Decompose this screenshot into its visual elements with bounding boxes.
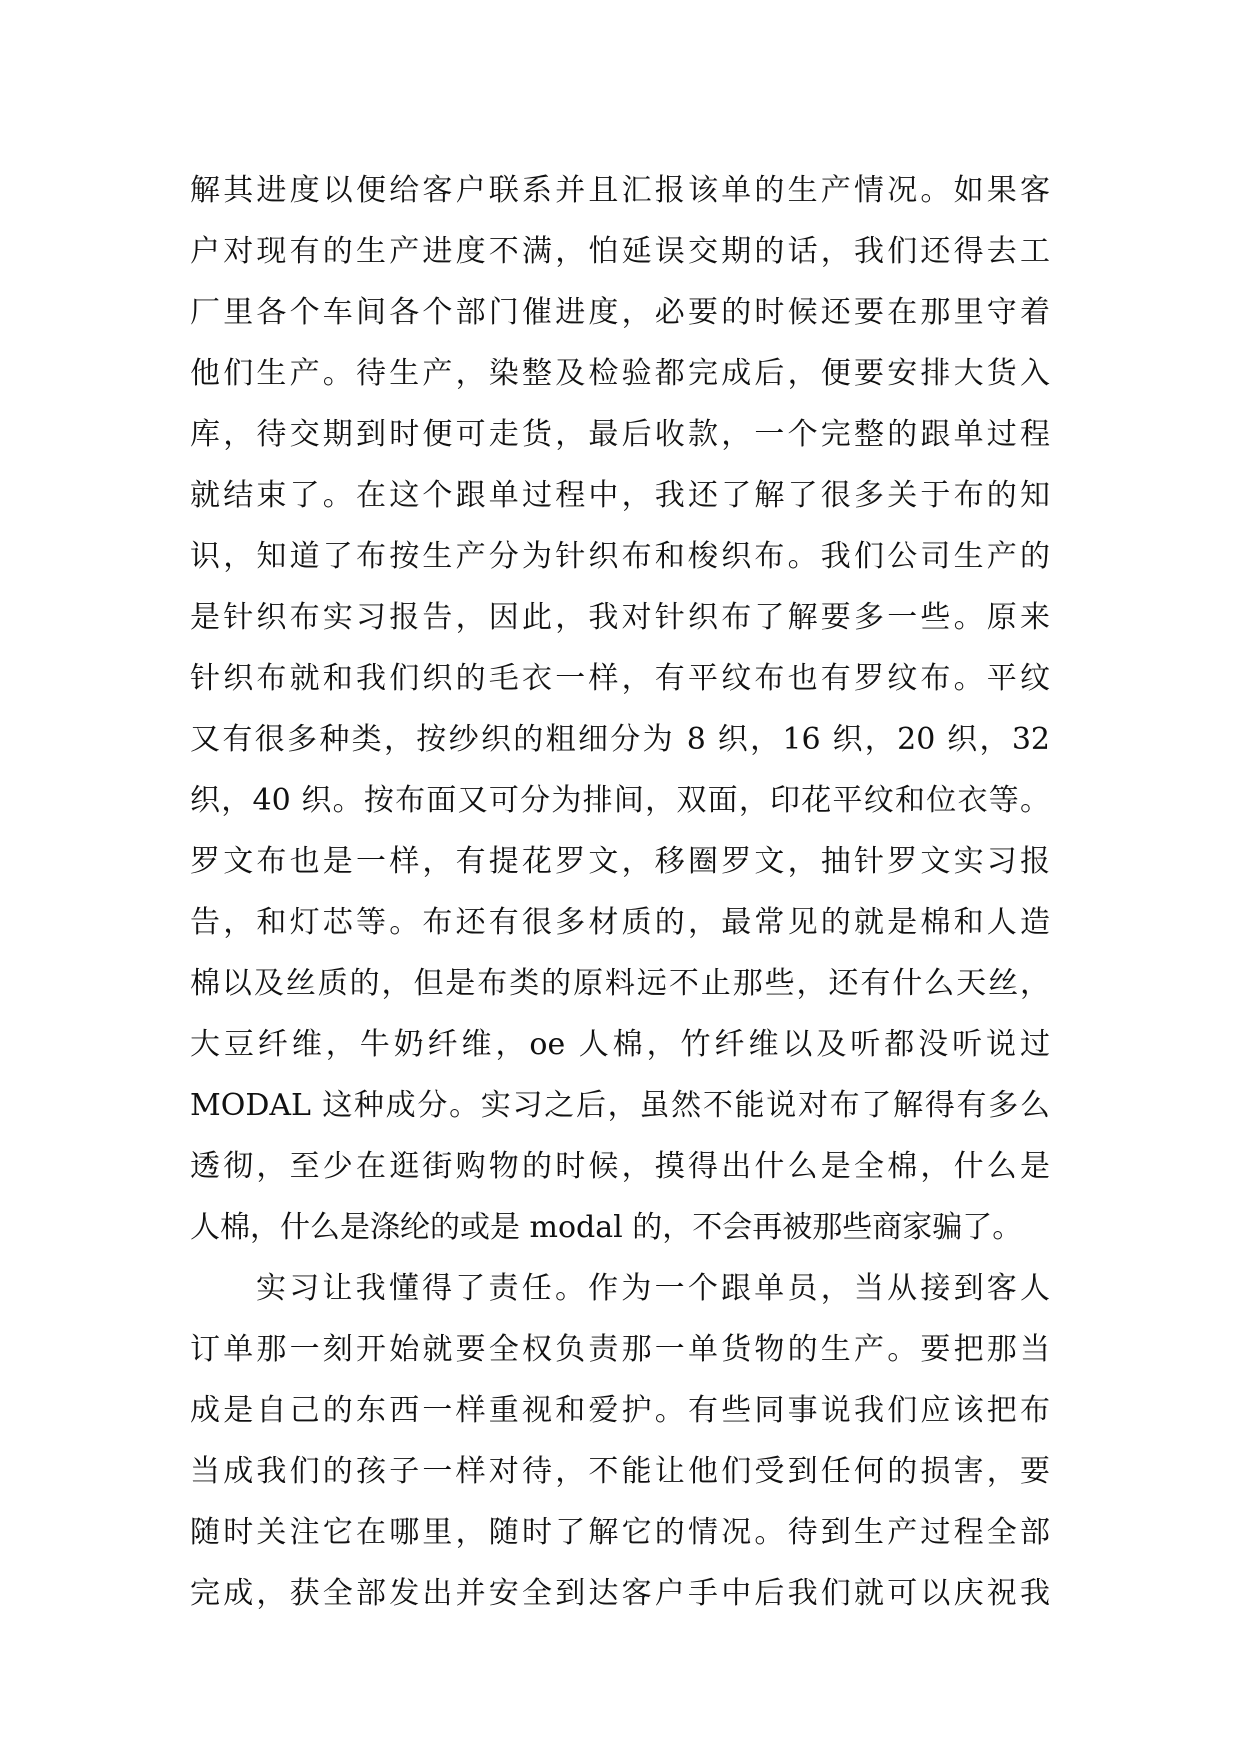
text-line-22: 当成我们的孩子一样对待，不能让他们受到任何的损害，要 <box>190 1454 1050 1489</box>
text-line-12: 罗文布也是一样，有提花罗文，移圈罗文，抽针罗文实习报 <box>190 844 1050 879</box>
text-line-21: 成是自己的东西一样重视和爱护。有些同事说我们应该把布 <box>190 1393 1050 1428</box>
text-line-4: 他们生产。待生产，染整及检验都完成后，便要安排大货入 <box>190 356 1050 391</box>
text-line-6: 就结束了。在这个跟单过程中，我还了解了很多关于布的知 <box>190 478 1050 513</box>
text-line-11: 织，40 织。按布面又可分为排间，双面，印花平纹和位衣等。 <box>190 783 1050 818</box>
text-line-9: 针织布就和我们织的毛衣一样，有平纹布也有罗纹布。平纹 <box>190 661 1050 696</box>
text-line-7: 识，知道了布按生产分为针织布和梭织布。我们公司生产的 <box>190 539 1050 574</box>
text-line-19: 实习让我懂得了责任。作为一个跟单员，当从接到客人 <box>256 1271 1050 1306</box>
text-line-13: 告，和灯芯等。布还有很多材质的，最常见的就是棉和人造 <box>190 905 1050 940</box>
text-line-5: 库，待交期到时便可走货，最后收款，一个完整的跟单过程 <box>190 417 1050 452</box>
text-line-10: 又有很多种类，按纱织的粗细分为 8 织，16 织，20 织，32 <box>190 722 1050 757</box>
text-line-1: 解其进度以便给客户联系并且汇报该单的生产情况。如果客 <box>190 173 1050 208</box>
text-line-24: 完成，获全部发出并安全到达客户手中后我们就可以庆祝我 <box>190 1576 1050 1611</box>
text-line-15: 大豆纤维，牛奶纤维，oe 人棉，竹纤维以及听都没听说过 <box>190 1027 1050 1062</box>
text-line-16: MODAL 这种成分。实习之后，虽然不能说对布了解得有多么 <box>190 1088 1050 1123</box>
text-line-17: 透彻，至少在逛街购物的时候，摸得出什么是全棉，什么是 <box>190 1149 1050 1184</box>
text-line-8: 是针织布实习报告，因此，我对针织布了解要多一些。原来 <box>190 600 1050 635</box>
text-line-3: 厂里各个车间各个部门催进度，必要的时候还要在那里守着 <box>190 295 1050 330</box>
text-line-14: 棉以及丝质的，但是布类的原料远不止那些，还有什么天丝， <box>190 966 1050 1001</box>
text-line-2: 户对现有的生产进度不满，怕延误交期的话，我们还得去工 <box>190 234 1050 269</box>
text-line-18: 人棉，什么是涤纶的或是 modal 的，不会再被那些商家骗了。 <box>190 1210 1023 1245</box>
text-line-23: 随时关注它在哪里，随时了解它的情况。待到生产过程全部 <box>190 1515 1050 1550</box>
body-text <box>190 160 1050 1624</box>
text-line-20: 订单那一刻开始就要全权负责那一单货物的生产。要把那当 <box>190 1332 1050 1367</box>
